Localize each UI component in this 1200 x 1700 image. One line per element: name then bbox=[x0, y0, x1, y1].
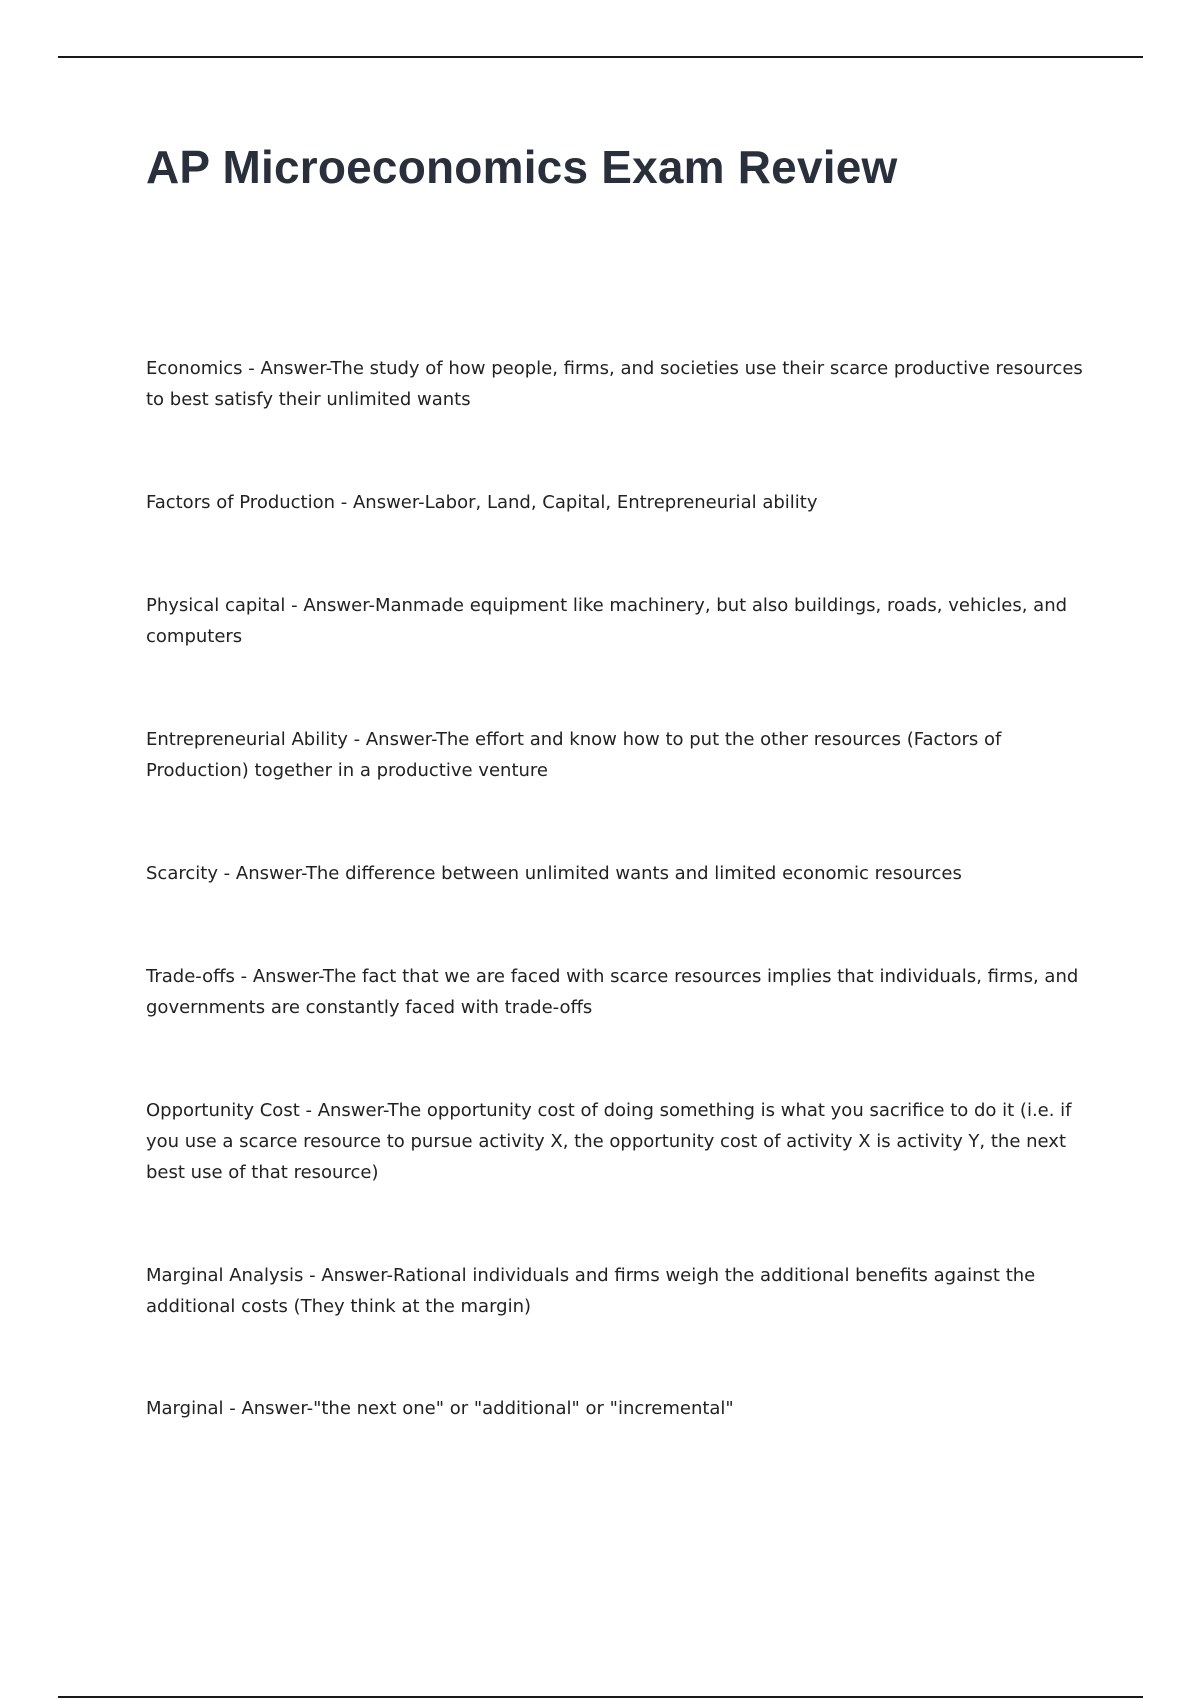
flashcard-entry: Entrepreneurial Ability - Answer-The effort and know how to put the other resources (Factors of Production) together in a productive venture bbox=[146, 729, 1002, 781]
page-title: AP Microeconomics Exam Review bbox=[146, 141, 898, 193]
flashcard-entry: Economics - Answer-The study of how people, firms, and societies use their scarce productive resources to best satisfy their unlimited wants bbox=[146, 358, 1083, 410]
flashcard-entry: Opportunity Cost - Answer-The opportunity cost of doing something is what you sacrifice to do it (i.e. if you use a scarce resource to pursue activity X, the opportunity cost of activity X is activity Y, the next best use of that resource) bbox=[146, 1100, 1072, 1183]
flashcard-entry: Factors of Production - Answer-Labor, Land, Capital, Entrepreneurial ability bbox=[146, 492, 818, 513]
bottom-divider bbox=[58, 1696, 1143, 1698]
flashcard-entry: Scarcity - Answer-The difference between unlimited wants and limited economic resources bbox=[146, 863, 962, 884]
flashcard-entry: Physical capital - Answer-Manmade equipment like machinery, but also buildings, roads, vehicles, and computers bbox=[146, 595, 1068, 647]
flashcard-entry: Trade-offs - Answer-The fact that we are faced with scarce resources implies that individuals, firms, and governments are constantly faced with trade-offs bbox=[146, 966, 1079, 1018]
flashcard-entry: Marginal Analysis - Answer-Rational individuals and firms weigh the additional benefits against the additional costs (They think at the margin) bbox=[146, 1265, 1036, 1317]
top-divider bbox=[58, 56, 1143, 58]
flashcard-entry: Marginal - Answer-"the next one" or "additional" or "incremental" bbox=[146, 1398, 734, 1419]
